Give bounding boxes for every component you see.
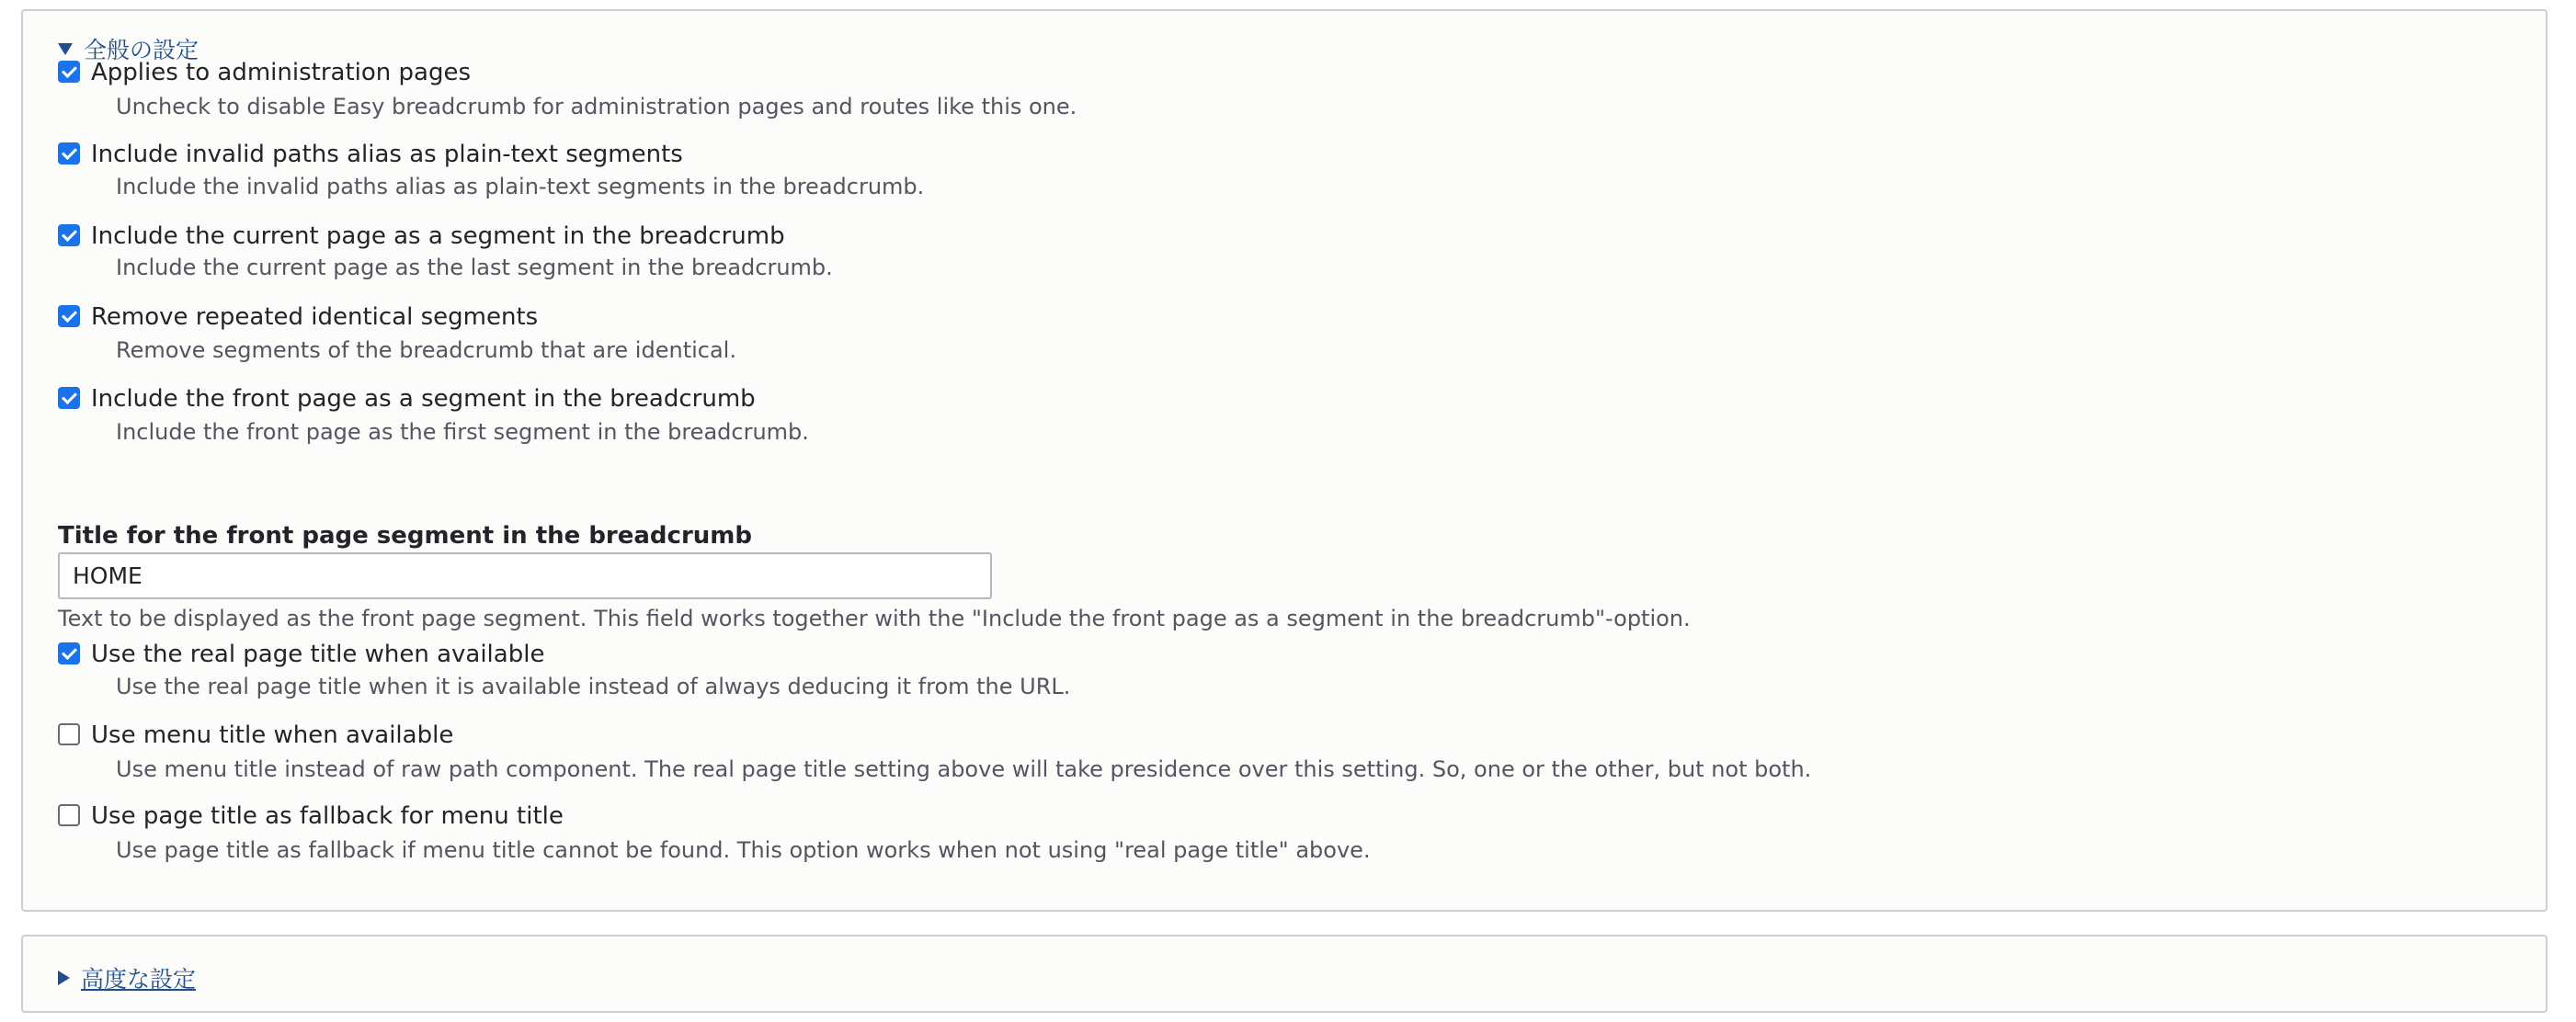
checkbox-description: Use the real page title when it is available instead of always deducing it from the URL. bbox=[116, 674, 1071, 699]
front-title-description: Text to be displayed as the front page segment. This field works together with the "Include the front page as a segment in the breadcrumb"-option. bbox=[58, 606, 1691, 631]
checkbox-real-page-title[interactable] bbox=[58, 642, 80, 664]
checkbox-label[interactable]: Use menu title when available bbox=[91, 721, 454, 749]
checkbox-description: Include the current page as the last segment in the breadcrumb. bbox=[116, 255, 833, 280]
checkbox-menu-title[interactable] bbox=[58, 723, 80, 745]
advanced-settings-toggle[interactable] bbox=[58, 961, 196, 994]
checkbox-label[interactable]: Use the real page title when available bbox=[91, 641, 545, 668]
triangle-right-icon bbox=[58, 971, 70, 985]
checkbox-label[interactable]: Remove repeated identical segments bbox=[91, 303, 539, 331]
checkbox-page-title-fallback[interactable] bbox=[58, 804, 80, 826]
general-settings-legend: 全般の設定 bbox=[84, 37, 199, 63]
checkbox-label[interactable]: Applies to administration pages bbox=[91, 59, 472, 86]
checkbox-invalid-paths[interactable] bbox=[58, 142, 80, 165]
checkbox-front-page[interactable] bbox=[58, 387, 80, 409]
checkbox-label[interactable]: Include the front page as a segment in the breadcrumb bbox=[91, 385, 756, 413]
checkbox-description: Include the invalid paths alias as plain-text segments in the breadcrumb. bbox=[116, 174, 925, 199]
checkbox-label[interactable]: Include the current page as a segment in the breadcrumb bbox=[91, 222, 785, 250]
checkbox-description: Uncheck to disable Easy breadcrumb for administration pages and routes like this one. bbox=[116, 94, 1077, 119]
general-settings-fieldset bbox=[21, 9, 2548, 912]
advanced-settings-legend[interactable]: 高度な設定 bbox=[81, 966, 197, 993]
checkbox-description: Remove segments of the breadcrumb that are identical. bbox=[116, 337, 736, 363]
checkbox-label[interactable]: Include invalid paths alias as plain-text segments bbox=[91, 141, 683, 168]
triangle-down-icon bbox=[58, 43, 73, 55]
front-title-label: Title for the front page segment in the breadcrumb bbox=[58, 522, 752, 550]
checkbox-label[interactable]: Use page title as fallback for menu title bbox=[91, 802, 564, 830]
checkbox-description: Use menu title instead of raw path component. The real page title setting above will take presidence over this setting. So, one or the other, but not both. bbox=[116, 756, 1812, 782]
front-title-input[interactable] bbox=[58, 552, 992, 599]
checkbox-admin-pages[interactable] bbox=[58, 61, 80, 83]
checkbox-description: Use page title as fallback if menu title cannot be found. This option works when not using "real page title" above. bbox=[116, 837, 1371, 863]
checkbox-remove-repeated[interactable] bbox=[58, 305, 80, 327]
advanced-settings-fieldset bbox=[21, 935, 2548, 1013]
checkbox-description: Include the front page as the first segment in the breadcrumb. bbox=[116, 419, 809, 445]
checkbox-current-page[interactable] bbox=[58, 224, 80, 246]
